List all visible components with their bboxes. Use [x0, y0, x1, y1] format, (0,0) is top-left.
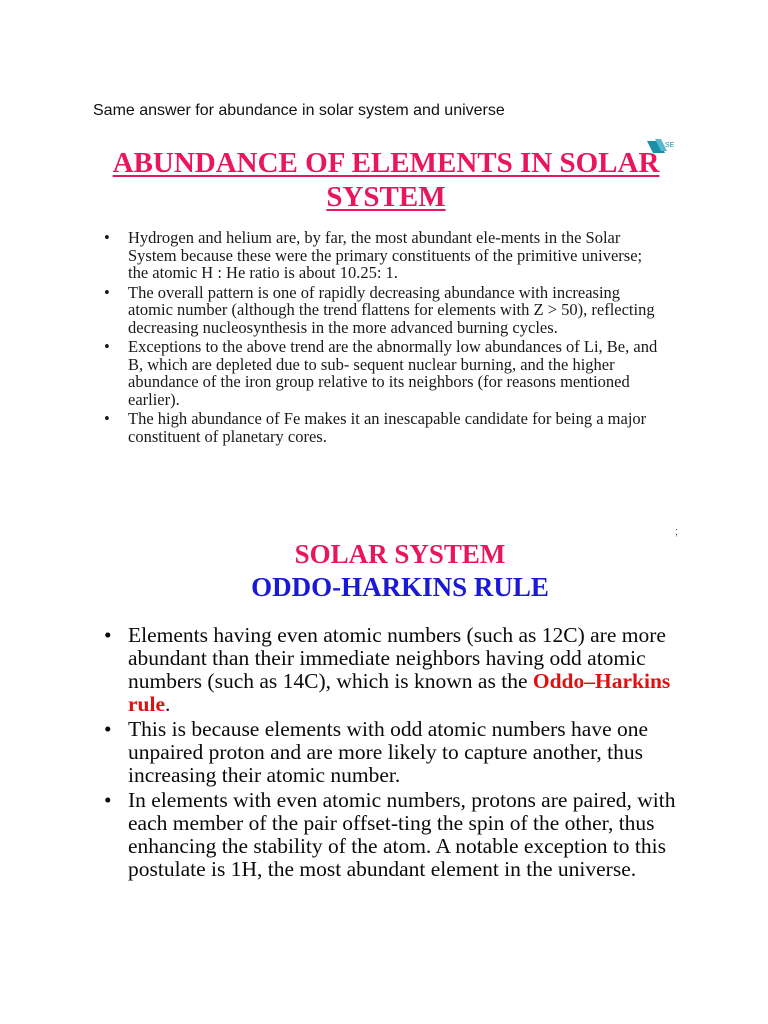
- oddo-harkins-highlight: Oddo–Harkins rule: [128, 669, 671, 716]
- bullet1-end: .: [165, 692, 171, 716]
- slide1-title: [100, 146, 672, 214]
- bullet1-text: Elements having even atomic numbers (such as 12C) are more abundant than their immediate neighbors having odd atomic numbers (such as 14C), which is known as the: [128, 623, 666, 693]
- list-item: • Hydrogen and helium are, by far, the most abundant ele-ments in the Solar System because these were the primary constituents of the primitive universe; the atomic H : He ratio is about 10.25: 1.: [104, 229, 664, 282]
- slide1-bullet-list: [104, 229, 664, 447]
- list-item: [104, 624, 684, 716]
- list-item: • This is because elements with odd atomic numbers have one unpaired proton and are more likely to capture another, thus increasing their atomic number.: [104, 718, 684, 787]
- slide2-title-line2: ODDO-HARKINS RULE: [251, 572, 549, 602]
- slide2-title: [150, 538, 650, 604]
- list-item: • The overall pattern is one of rapidly decreasing abundance with increasing atomic number (although the trend flattens for elements with Z > 50), reflecting decreasing nucleosynthesis in the more advanced burning cycles.: [104, 284, 664, 337]
- list-item: • The high abundance of Fe makes it an inescapable candidate for being a major constituent of planetary cores.: [104, 410, 664, 445]
- svg-text:SE: SE: [665, 142, 675, 149]
- slide2-title-line1: SOLAR SYSTEM: [294, 539, 506, 569]
- slide2-bullet-list: [104, 624, 684, 883]
- intro-note: Same answer for abundance in solar system and universe: [93, 102, 505, 119]
- margin-mark: ;: [675, 526, 679, 538]
- list-item: • Exceptions to the above trend are the abnormally low abundances of Li, Be, and B, which are depleted due to sub- sequent nuclear burning, and the higher abundance of the iron group relative to its neighbors (for reasons mentioned earlier).: [104, 338, 664, 408]
- slide1-title-line1: ABUNDANCE OF ELEMENTS IN SOLAR: [112, 147, 660, 179]
- list-item: • In elements with even atomic numbers, protons are paired, with each member of the pair offset-ting the spin of the other, thus enhancing the stability of the atom. A notable exception to this postulate is 1H, the most abundant element in the universe.: [104, 789, 684, 881]
- slide1-title-line2: SYSTEM: [326, 181, 446, 213]
